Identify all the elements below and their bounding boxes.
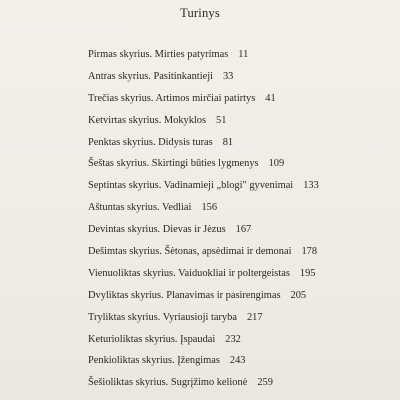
toc-entry-page-number: 205 (290, 289, 307, 301)
toc-entry-page-number: 41 (265, 92, 276, 104)
toc-entry (88, 285, 388, 307)
toc-entry-title: Devintas skyrius. Dievas ir Jėzus (88, 224, 226, 236)
toc-entry (88, 307, 388, 329)
toc-entry-page-number: 109 (268, 158, 285, 170)
page-title: Turinys (180, 6, 220, 20)
toc-entry-title: Penktas skyrius. Didysis turas (88, 136, 213, 148)
toc-entry-title: Septintas skyrius. Vadinamieji „blogi" gyvenimai (88, 180, 294, 192)
toc-entry (88, 175, 388, 197)
toc-entry-title: Ketvirtas skyrius. Mokyklos (88, 114, 207, 126)
toc-entry (88, 350, 388, 372)
table-of-contents (88, 44, 388, 394)
toc-entry (88, 132, 388, 154)
toc-entry-page-number: 259 (257, 377, 273, 389)
toc-entry (88, 241, 388, 263)
toc-entry-title: Šešioliktas skyrius. Sugrįžimo kelionė (88, 377, 248, 389)
toc-entry (88, 153, 388, 175)
toc-entry-page-number: 51 (216, 114, 227, 126)
toc-entry-page-number: 81 (222, 136, 234, 148)
toc-entry (88, 219, 388, 241)
toc-entry (88, 110, 388, 132)
toc-entry-title: Antras skyrius. Pasitinkantieji (88, 70, 213, 82)
toc-entry-title: Aštuntas skyrius. Vedliai (88, 202, 192, 214)
toc-entry (88, 329, 388, 351)
toc-entry-title: Dvyliktas skyrius. Planavimas ir pasirengimas (88, 289, 281, 301)
toc-entry-page-number: 133 (303, 180, 319, 192)
toc-entry-page-number: 195 (299, 267, 316, 279)
toc-entry-title: Vienuoliktas skyrius. Vaiduokliai ir poltergeistas (88, 267, 290, 279)
toc-entry-title: Penkioliktas skyrius. Įžengimas (88, 355, 220, 367)
toc-entry-page-number: 243 (229, 355, 246, 367)
toc-entry-page-number: 33 (222, 70, 234, 82)
toc-entry-title: Dešimtas skyrius. Šėtonas, apsėdimai ir demonai (88, 246, 292, 258)
toc-entry-page-number: 11 (238, 49, 249, 60)
toc-entry-title: Trečias skyrius. Artimos mirčiai patirtys (88, 92, 256, 104)
toc-entry (88, 44, 388, 66)
toc-entry (88, 197, 388, 219)
toc-entry (88, 372, 388, 394)
toc-entry-page-number: 156 (201, 202, 218, 214)
toc-entry-page-number: 217 (246, 311, 263, 323)
toc-entry-title: Šeštas skyrius. Skirtingi būties lygmenys (88, 158, 259, 170)
toc-entry-title: Keturioliktas skyrius. Įspaudai (88, 333, 216, 345)
toc-entry-page-number: 167 (235, 224, 252, 236)
toc-entry (88, 88, 388, 110)
toc-entry (88, 66, 388, 88)
toc-entry-title: Pirmas skyrius. Mirties patyrimas (88, 49, 229, 60)
toc-entry (88, 263, 388, 285)
toc-entry-page-number: 178 (301, 246, 318, 258)
toc-entry-title: Tryliktas skyrius. Vyriausioji taryba (88, 311, 237, 323)
toc-entry-page-number: 232 (225, 333, 241, 345)
